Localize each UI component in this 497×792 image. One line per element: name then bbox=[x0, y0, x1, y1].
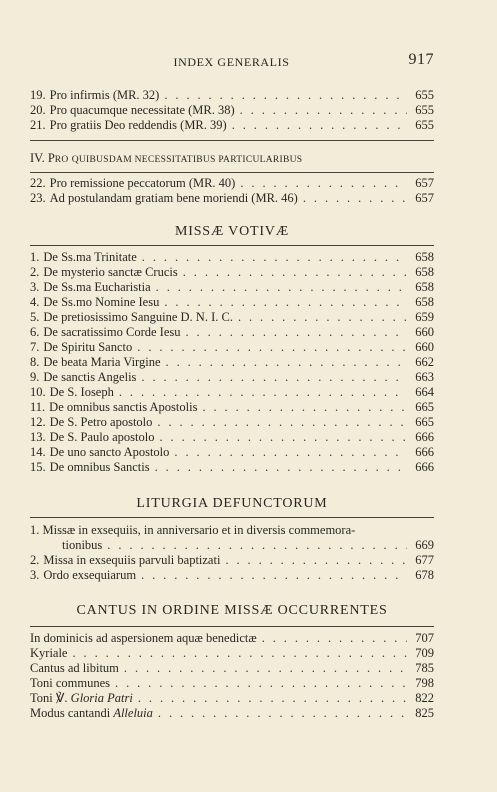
entry-page: 660 bbox=[415, 340, 434, 354]
entry-page: 677 bbox=[415, 553, 434, 567]
dot-leader bbox=[225, 553, 407, 568]
running-head: INDEX GENERALIS bbox=[173, 55, 290, 69]
entry-title: Toni communes bbox=[30, 676, 111, 690]
entry-page: 665 bbox=[415, 400, 434, 414]
dot-leader bbox=[156, 280, 407, 295]
entry-number: 1. bbox=[30, 250, 40, 264]
section-heading: CANTUS IN ORDINE MISSÆ OCCURRENTES bbox=[76, 603, 388, 618]
dot-leader bbox=[164, 88, 407, 103]
index-entry-line bbox=[30, 523, 434, 538]
entry-page: 657 bbox=[415, 176, 434, 190]
entry-page: 663 bbox=[415, 370, 434, 384]
index-entry bbox=[30, 325, 434, 340]
entry-number: 7. bbox=[30, 340, 40, 354]
entry-page: 707 bbox=[415, 631, 434, 645]
entry-page: 658 bbox=[415, 280, 434, 294]
entry-page: 655 bbox=[415, 88, 434, 102]
dot-leader bbox=[166, 355, 407, 370]
index-entry bbox=[30, 176, 434, 191]
entry-title: Ad postulandam gratiam bene moriendi (MR. 46) bbox=[49, 191, 298, 205]
entry-number: 1. bbox=[30, 523, 40, 537]
entry-title-continuation: tionibus bbox=[62, 538, 103, 552]
index-entry bbox=[30, 250, 434, 265]
entry-number: 19. bbox=[30, 88, 46, 102]
index-entry bbox=[30, 191, 434, 206]
entry-title: De Ss.ma Trinitate bbox=[43, 250, 137, 264]
page-number: 917 bbox=[408, 51, 434, 68]
entry-number: 23. bbox=[30, 191, 46, 205]
entry-title-italic: Alleluia bbox=[113, 706, 153, 720]
index-entry bbox=[30, 370, 434, 385]
dot-leader bbox=[262, 631, 407, 646]
entry-number: 2. bbox=[30, 265, 40, 279]
entry-title: Ordo exsequiarum bbox=[43, 568, 137, 582]
dot-leader bbox=[159, 430, 407, 445]
entry-number: 12. bbox=[30, 415, 46, 429]
index-entry bbox=[30, 355, 434, 370]
entry-title bbox=[30, 706, 153, 721]
entry-page: 709 bbox=[415, 646, 434, 660]
dot-leader bbox=[183, 265, 407, 280]
index-entry bbox=[30, 340, 434, 355]
entry-title: Pro remissione peccatorum (MR. 40) bbox=[49, 176, 236, 190]
entry-page: 785 bbox=[415, 661, 434, 675]
entry-number: 11. bbox=[30, 400, 46, 414]
entry-title: Missæ in exsequiis, in anniversario et in diversis commemora- bbox=[42, 523, 356, 537]
dot-leader bbox=[119, 385, 407, 400]
entry-number: 9. bbox=[30, 370, 40, 384]
dot-leader bbox=[141, 568, 407, 583]
index-entry bbox=[30, 460, 434, 475]
dot-leader bbox=[138, 691, 407, 706]
index-entry bbox=[30, 631, 434, 646]
index-entry bbox=[30, 265, 434, 280]
entry-title: De S. Paulo apostolo bbox=[49, 430, 155, 444]
entry-title: Missa in exsequiis parvuli baptizati bbox=[43, 553, 221, 567]
entry-page: 658 bbox=[415, 265, 434, 279]
section-iv-heading bbox=[30, 151, 434, 168]
entry-page: 822 bbox=[415, 691, 434, 705]
entry-title-italic: Gloria Patri bbox=[70, 691, 133, 705]
index-entry bbox=[30, 445, 434, 460]
dot-leader bbox=[124, 661, 407, 676]
index-entry bbox=[30, 295, 434, 310]
entry-title: Cantus ad libitum bbox=[30, 661, 119, 675]
index-entry bbox=[30, 430, 434, 445]
entry-page: 658 bbox=[415, 250, 434, 264]
entry-number: 15. bbox=[30, 460, 46, 474]
index-entry bbox=[30, 676, 434, 691]
index-entry bbox=[30, 310, 434, 325]
section-rule bbox=[30, 172, 434, 173]
index-entry bbox=[30, 568, 434, 583]
dot-leader bbox=[240, 176, 407, 191]
entry-page: 669 bbox=[415, 538, 434, 552]
entry-number: 21. bbox=[30, 118, 46, 132]
entry-title: De omnibus Sanctis bbox=[49, 460, 150, 474]
dot-leader bbox=[232, 118, 407, 133]
entry-title: De uno sancto Apostolo bbox=[49, 445, 170, 459]
entry-title: De Ss.mo Nomine Iesu bbox=[43, 295, 160, 309]
entry-page: 666 bbox=[415, 430, 434, 444]
entry-number: 6. bbox=[30, 325, 40, 339]
section-rule bbox=[30, 140, 434, 141]
index-entry bbox=[30, 103, 434, 118]
section-iv-roman: IV. P bbox=[30, 151, 55, 165]
index-entry bbox=[30, 118, 434, 133]
dot-leader bbox=[142, 250, 407, 265]
entry-number: 13. bbox=[30, 430, 46, 444]
entry-page: 666 bbox=[415, 460, 434, 474]
index-entry bbox=[30, 646, 434, 661]
section-heading: LITURGIA DEFUNCTORUM bbox=[136, 496, 328, 511]
entry-title: De omnibus sanctis Apostolis bbox=[49, 400, 198, 414]
dot-leader bbox=[72, 646, 407, 661]
dot-leader bbox=[202, 400, 407, 415]
index-entry-continuation bbox=[30, 538, 434, 553]
entry-title: De pretiosissimo Sanguine D. N. I. C. bbox=[43, 310, 233, 324]
entry-page: 666 bbox=[415, 445, 434, 459]
entry-page: 798 bbox=[415, 676, 434, 690]
section-rule bbox=[30, 245, 434, 246]
entry-number: 3. bbox=[30, 568, 40, 582]
dot-leader bbox=[155, 460, 407, 475]
dot-leader bbox=[174, 445, 407, 460]
dot-leader bbox=[158, 706, 407, 721]
entry-number: 3. bbox=[30, 280, 40, 294]
entry-number: 22. bbox=[30, 176, 46, 190]
entry-title: De beata Maria Virgine bbox=[43, 355, 161, 369]
entry-title: De S. Petro apostolo bbox=[49, 415, 153, 429]
index-entry bbox=[30, 661, 434, 676]
index-entry bbox=[30, 385, 434, 400]
entry-title: De sacratissimo Corde Iesu bbox=[43, 325, 181, 339]
entry-page: 655 bbox=[415, 103, 434, 117]
entry-page: 665 bbox=[415, 415, 434, 429]
section-iv-lead: RO bbox=[54, 155, 69, 165]
entry-number: 5. bbox=[30, 310, 40, 324]
index-entry bbox=[30, 691, 434, 706]
entry-title: Pro quacumque necessitate (MR. 38) bbox=[49, 103, 235, 117]
entry-page: 657 bbox=[415, 191, 434, 205]
index-entry bbox=[30, 88, 434, 103]
index-entry bbox=[30, 553, 434, 568]
dot-leader bbox=[157, 415, 407, 430]
entry-title: Pro infirmis (MR. 32) bbox=[49, 88, 160, 102]
dot-leader bbox=[115, 676, 407, 691]
entry-title: In dominicis ad aspersionem aquæ benedictæ bbox=[30, 631, 257, 645]
entry-title: Kyriale bbox=[30, 646, 68, 660]
dot-leader bbox=[107, 538, 407, 553]
entry-title-plain: Toni ℣. bbox=[30, 691, 68, 705]
entry-number: 8. bbox=[30, 355, 40, 369]
entry-title: De mysterio sanctæ Crucis bbox=[43, 265, 178, 279]
dot-leader bbox=[186, 325, 408, 340]
entry-number: 20. bbox=[30, 103, 46, 117]
section-iv-rest: QUIBUSDAM NECESSITATIBUS PARTICULARIBUS bbox=[71, 155, 303, 165]
entry-number: 4. bbox=[30, 295, 40, 309]
entry-page: 825 bbox=[415, 706, 434, 720]
dot-leader bbox=[137, 340, 407, 355]
entry-title-plain: Modus cantandi bbox=[30, 706, 111, 720]
dot-leader bbox=[164, 295, 407, 310]
dot-leader bbox=[303, 191, 407, 206]
entry-title: De Spiritu Sancto bbox=[43, 340, 133, 354]
section-rule bbox=[30, 626, 434, 627]
entry-page: 678 bbox=[415, 568, 434, 582]
entry-page: 659 bbox=[415, 310, 434, 324]
entry-page: 664 bbox=[415, 385, 434, 399]
index-entry bbox=[30, 706, 434, 721]
entry-title: De Ss.ma Eucharistia bbox=[43, 280, 151, 294]
entry-page: 662 bbox=[415, 355, 434, 369]
entry-page: 655 bbox=[415, 118, 434, 132]
entry-page: 660 bbox=[415, 325, 434, 339]
index-entry bbox=[30, 400, 434, 415]
entry-title: De S. Ioseph bbox=[49, 385, 114, 399]
entry-page: 658 bbox=[415, 295, 434, 309]
dot-leader bbox=[141, 370, 407, 385]
dot-leader bbox=[238, 310, 407, 325]
entry-title bbox=[30, 691, 133, 706]
entry-number: 10. bbox=[30, 385, 46, 399]
index-entry bbox=[30, 280, 434, 295]
section-heading: MISSÆ VOTIVÆ bbox=[175, 224, 289, 239]
entry-title: De sanctis Angelis bbox=[43, 370, 137, 384]
entry-number: 2. bbox=[30, 553, 40, 567]
section-rule bbox=[30, 517, 434, 518]
index-entry bbox=[30, 415, 434, 430]
dot-leader bbox=[240, 103, 407, 118]
entry-title: Pro gratiis Deo reddendis (MR. 39) bbox=[49, 118, 227, 132]
entry-number: 14. bbox=[30, 445, 46, 459]
